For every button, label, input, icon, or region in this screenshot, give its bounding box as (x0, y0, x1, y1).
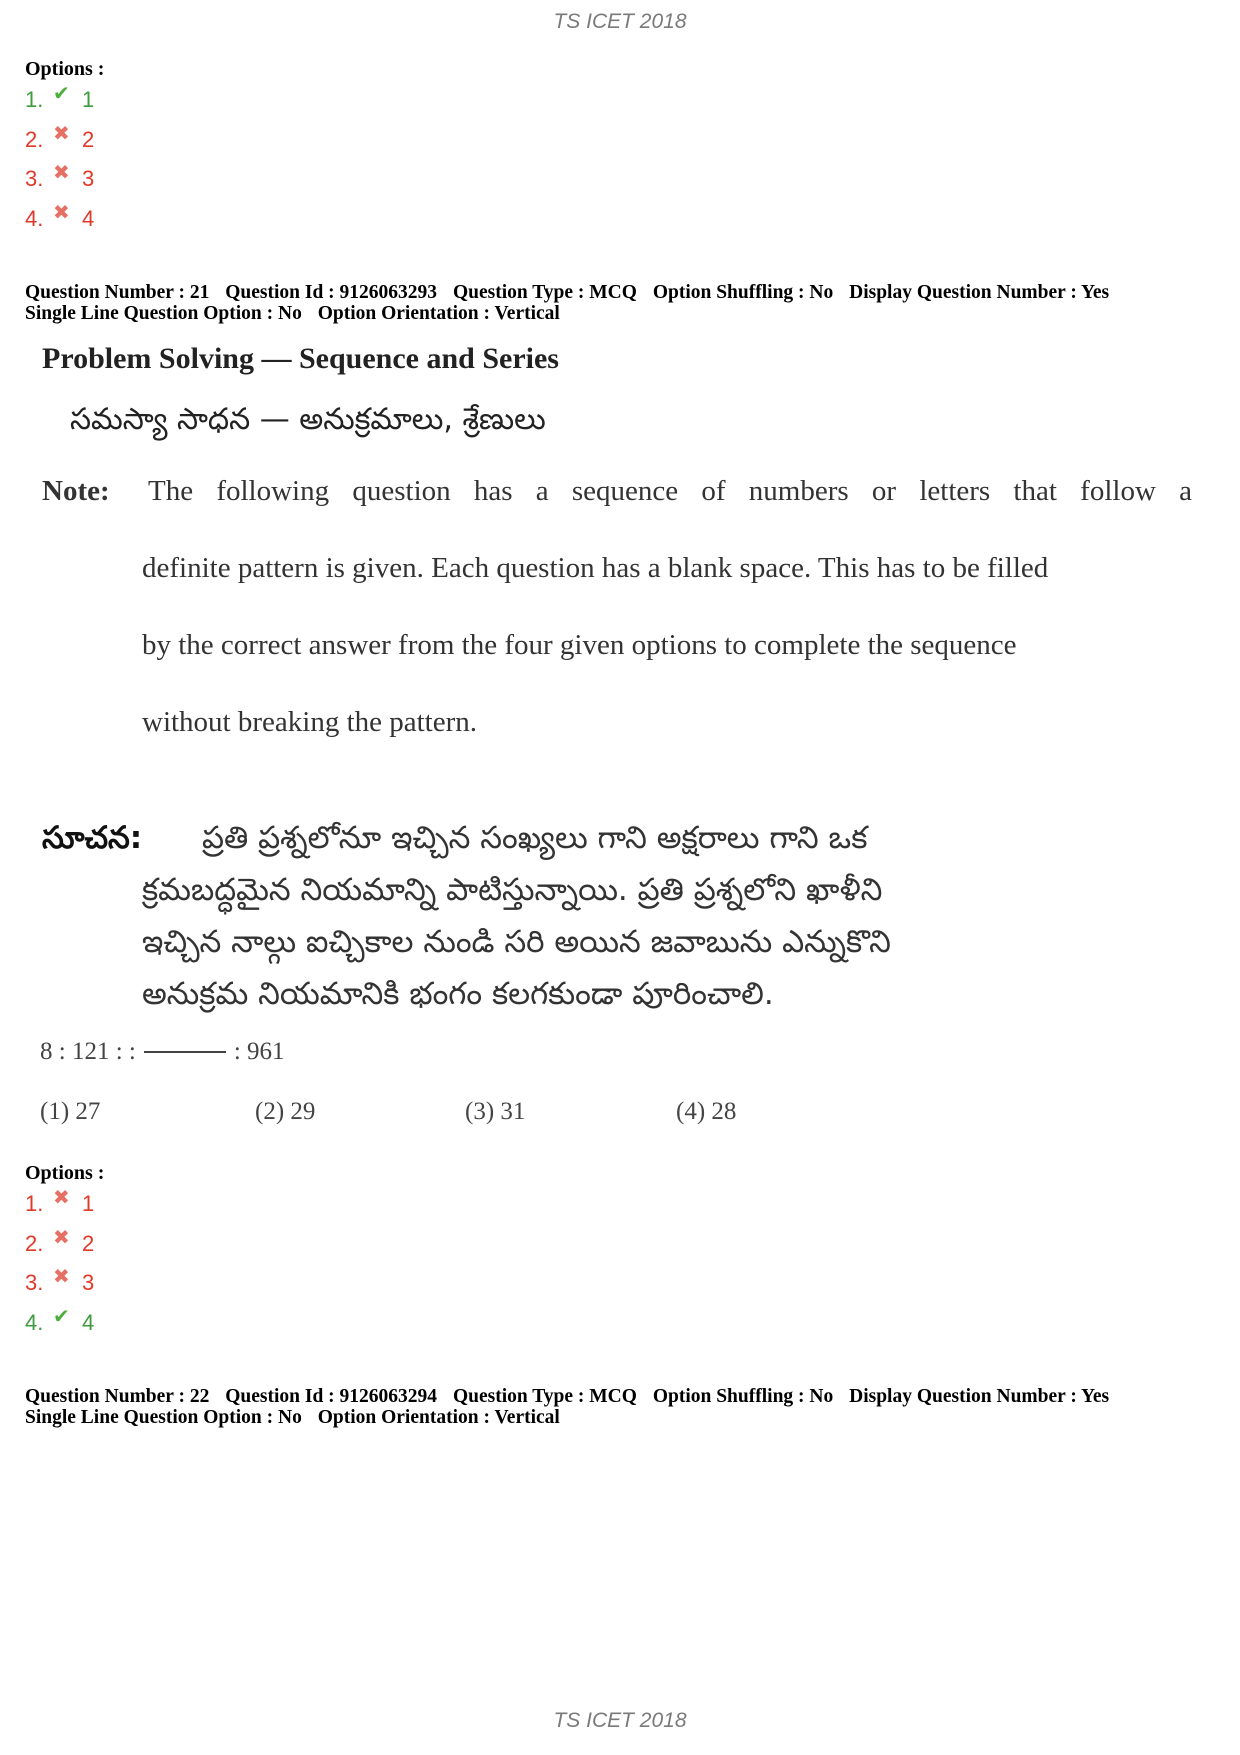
check-icon: ✔ (53, 1305, 70, 1328)
telugu-note-line: అనుక్రమ నియమానికి భంగం కలగకుండా పూరించాలి. (142, 976, 774, 1012)
option-number: 2. (25, 126, 44, 152)
option-shuffling: Option Shuffling : No (652, 1386, 834, 1407)
option-number: 4. (25, 205, 44, 231)
single-line-option: Single Line Question Option : No (25, 1407, 302, 1428)
display-question-number: Display Question Number : Yes (849, 282, 1110, 303)
display-question-number: Display Question Number : Yes (849, 1386, 1110, 1407)
question-type: Question Type : MCQ (452, 282, 637, 303)
option-label: 2 (82, 1230, 95, 1256)
sequence-problem (40, 1038, 285, 1066)
cross-icon: ✖ (53, 1187, 70, 1209)
telugu-note-label: సూచన: (42, 820, 143, 856)
note-label: Note: (42, 475, 110, 507)
sequence-left: 8 : 121 : : (40, 1038, 136, 1065)
cross-icon: ✖ (53, 162, 70, 184)
option-item (25, 1305, 104, 1350)
option-number: 3. (25, 1270, 44, 1295)
cross-icon: ✖ (53, 1266, 70, 1288)
cross-icon: ✖ (53, 1226, 70, 1249)
option-orientation: Option Orientation : Vertical (317, 1407, 560, 1428)
question-id: Question Id : 9126063294 (225, 1386, 438, 1407)
sequence-right: : 961 (233, 1038, 285, 1065)
choice-4: (4) 28 (676, 1098, 737, 1125)
choice-2: (2) 29 (255, 1098, 316, 1125)
option-label: 2 (82, 126, 95, 152)
option-orientation: Option Orientation : Vertical (317, 303, 560, 324)
note-line: without breaking the pattern. (142, 706, 478, 738)
option-number: 1. (25, 87, 44, 112)
question-meta-22 (25, 1386, 1225, 1428)
page-footer: TS ICET 2018 (553, 1709, 687, 1732)
check-icon: ✔ (53, 83, 70, 105)
option-label: 3 (82, 166, 95, 191)
option-label: 4 (82, 205, 95, 231)
section-title-telugu: సమస్యా సాధన — అనుక్రమాలు, శ్రేణులు (70, 402, 546, 437)
option-number: 2. (25, 1230, 44, 1256)
option-number: 4. (25, 1309, 44, 1335)
question-meta-line-2 (25, 303, 1225, 324)
answer-choices (40, 1098, 800, 1128)
cross-icon: ✖ (53, 122, 70, 145)
choice-3: (3) 31 (465, 1098, 526, 1125)
options-title: Options : (25, 58, 105, 80)
note-line: The following question has a sequence of numbers or letters that follow a (148, 475, 1192, 507)
options-block-prev (25, 58, 104, 245)
option-label: 4 (82, 1309, 95, 1335)
option-number: 3. (25, 166, 44, 191)
question-number: Question Number : 21 (25, 282, 210, 303)
options-block-21 (25, 1162, 104, 1349)
note-line: definite pattern is given. Each question has a blank space. This has to be filled (142, 552, 1049, 584)
question-number: Question Number : 22 (25, 1386, 210, 1407)
answer-blank (144, 1051, 226, 1053)
options-title: Options : (25, 1162, 105, 1184)
question-meta-line-1 (25, 282, 1225, 303)
note-line: by the correct answer from the four given options to complete the sequence (142, 629, 1017, 661)
single-line-option: Single Line Question Option : No (25, 303, 302, 324)
question-id: Question Id : 9126063293 (225, 282, 438, 303)
option-item (25, 201, 104, 246)
page-header: TS ICET 2018 (553, 10, 687, 33)
choice-1: (1) 27 (40, 1098, 101, 1125)
option-shuffling: Option Shuffling : No (652, 282, 834, 303)
option-label: 1 (82, 87, 95, 112)
telugu-note-line: ప్రతి ప్రశ్నలోనూ ఇచ్చిన సంఖ్యలు గాని అక్షరాలు గాని ఒక (202, 820, 868, 856)
question-type: Question Type : MCQ (452, 1386, 637, 1407)
telugu-note-line: ఇచ్చిన నాల్గు ఐచ్చికాల నుండి సరి అయిన జవాబును ఎన్నుకొని (142, 924, 891, 960)
section-title: Problem Solving — Sequence and Series (42, 342, 559, 375)
question-meta-line-1 (25, 1386, 1225, 1407)
cross-icon: ✖ (53, 201, 70, 224)
option-label: 1 (82, 1191, 95, 1216)
question-meta-line-2 (25, 1407, 1225, 1428)
option-number: 1. (25, 1191, 44, 1216)
telugu-note-line: క్రమబద్ధమైన నియమాన్ని పాటిస్తున్నాయి. ప్రతి ప్రశ్నలోని ఖాళీని (142, 872, 883, 908)
question-meta-21 (25, 282, 1225, 324)
option-label: 3 (82, 1270, 95, 1295)
